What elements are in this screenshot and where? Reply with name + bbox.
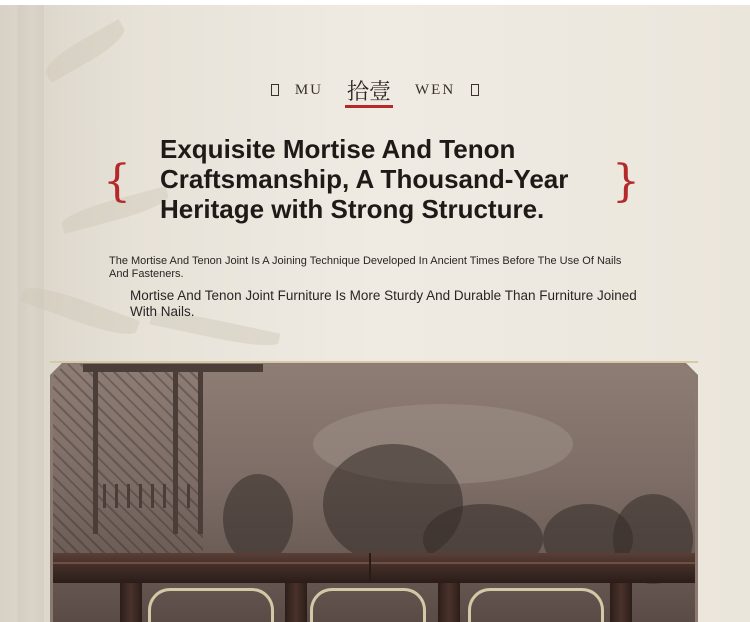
chair-back-arch [148, 588, 274, 622]
kicker-right-text: WEN [415, 81, 456, 98]
tree-silhouette [223, 474, 293, 564]
right-brace-ornament: } [612, 156, 640, 207]
description-line-2: Mortise And Tenon Joint Furniture Is More Sturdy And Durable Than Furniture Joined With Nails. [130, 288, 637, 319]
description-line-1: The Mortise And Tenon Joint Is A Joining Technique Developed In Ancient Times Before The Use Of Nails And Fasteners. [109, 255, 622, 280]
pavilion-lattice [53, 364, 203, 554]
chair-rail-joint [369, 553, 371, 583]
square-bracket-icon [471, 84, 479, 96]
frame-gold-edge [50, 361, 698, 363]
chair-back-post [610, 583, 632, 622]
pavilion-railing [103, 484, 203, 508]
chair-top-rail [53, 553, 695, 583]
kicker-left-text: MU [294, 81, 323, 98]
chair-back-post [285, 583, 307, 622]
pavilion-post [93, 364, 98, 534]
square-bracket-icon [271, 84, 279, 96]
left-brace-ornament: { [103, 156, 131, 207]
chair-rail-highlight [53, 562, 695, 564]
section-title: Exquisite Mortise And Tenon Craftsmanship, A Thousand-Year Heritage with Strong Structure. [160, 134, 569, 224]
landscape-painting-image [53, 364, 695, 622]
chair-back-arch [468, 588, 604, 622]
pavilion-post [198, 364, 203, 534]
chair-back-post [120, 583, 142, 622]
chair-back-arch [310, 588, 426, 622]
kicker-chinese-text: 拾壹 [339, 75, 399, 106]
pavilion-post [173, 364, 178, 534]
chair-back-post [438, 583, 460, 622]
section-kicker [0, 70, 750, 110]
